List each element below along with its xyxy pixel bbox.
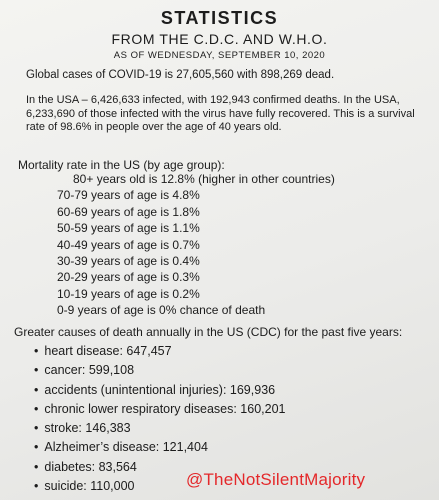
cause-item: • Alzheimer’s disease: 121,404 bbox=[34, 438, 286, 457]
cause-item: • chronic lower respiratory diseases: 160,201 bbox=[34, 400, 286, 419]
page-subtitle: FROM THE C.D.C. AND W.H.O. bbox=[111, 31, 328, 47]
causes-heading: Greater causes of death annually in the US (CDC) for the past five years: bbox=[14, 325, 403, 339]
date-line: AS OF WEDNESDAY, SEPTEMBER 10, 2020 bbox=[113, 50, 326, 61]
cause-item: • cancer: 599,108 bbox=[34, 361, 286, 380]
watermark-handle: @TheNotSilentMajority bbox=[186, 470, 366, 489]
cause-item: • suicide: 110,000 bbox=[34, 477, 286, 496]
cause-item: • accidents (unintentional injuries): 169,936 bbox=[34, 381, 286, 400]
cause-item: • diabetes: 83,564 bbox=[34, 458, 286, 477]
mortality-item: 50-59 years of age is 1.1% bbox=[57, 221, 200, 236]
page-title: STATISTICS bbox=[160, 8, 279, 28]
cause-item: • stroke: 146,383 bbox=[34, 419, 286, 438]
mortality-item: 30-39 years of age is 0.4% bbox=[57, 254, 200, 269]
global-cases-text: Global cases of COVID-19 is 27,605,560 with 898,269 dead. bbox=[26, 69, 335, 81]
mortality-item: 40-49 years of age is 0.7% bbox=[57, 237, 200, 252]
usa-paragraph: In the USA – 6,426,633 infected, with 192,943 confirmed deaths. In the USA, 6,233,690 of those infected with the virus have fully recovered. This is a survival rate of 98.6% in people over the age of 40 years old. bbox=[26, 94, 415, 133]
mortality-item: 70-79 years of age is 4.8% bbox=[57, 188, 200, 203]
mortality-heading: Mortality rate in the US (by age group): bbox=[18, 158, 225, 172]
mortality-list bbox=[57, 171, 335, 319]
mortality-item: 20-29 years of age is 0.3% bbox=[57, 270, 200, 285]
mortality-item: 10-19 years of age is 0.2% bbox=[57, 286, 200, 301]
mortality-item: 60-69 years of age is 1.8% bbox=[57, 204, 200, 219]
mortality-item: 80+ years old is 12.8% (higher in other countries) bbox=[73, 172, 335, 186]
cause-item: • heart disease: 647,457 bbox=[34, 342, 286, 361]
mortality-item: 0-9 years of age is 0% chance of death bbox=[57, 303, 266, 318]
